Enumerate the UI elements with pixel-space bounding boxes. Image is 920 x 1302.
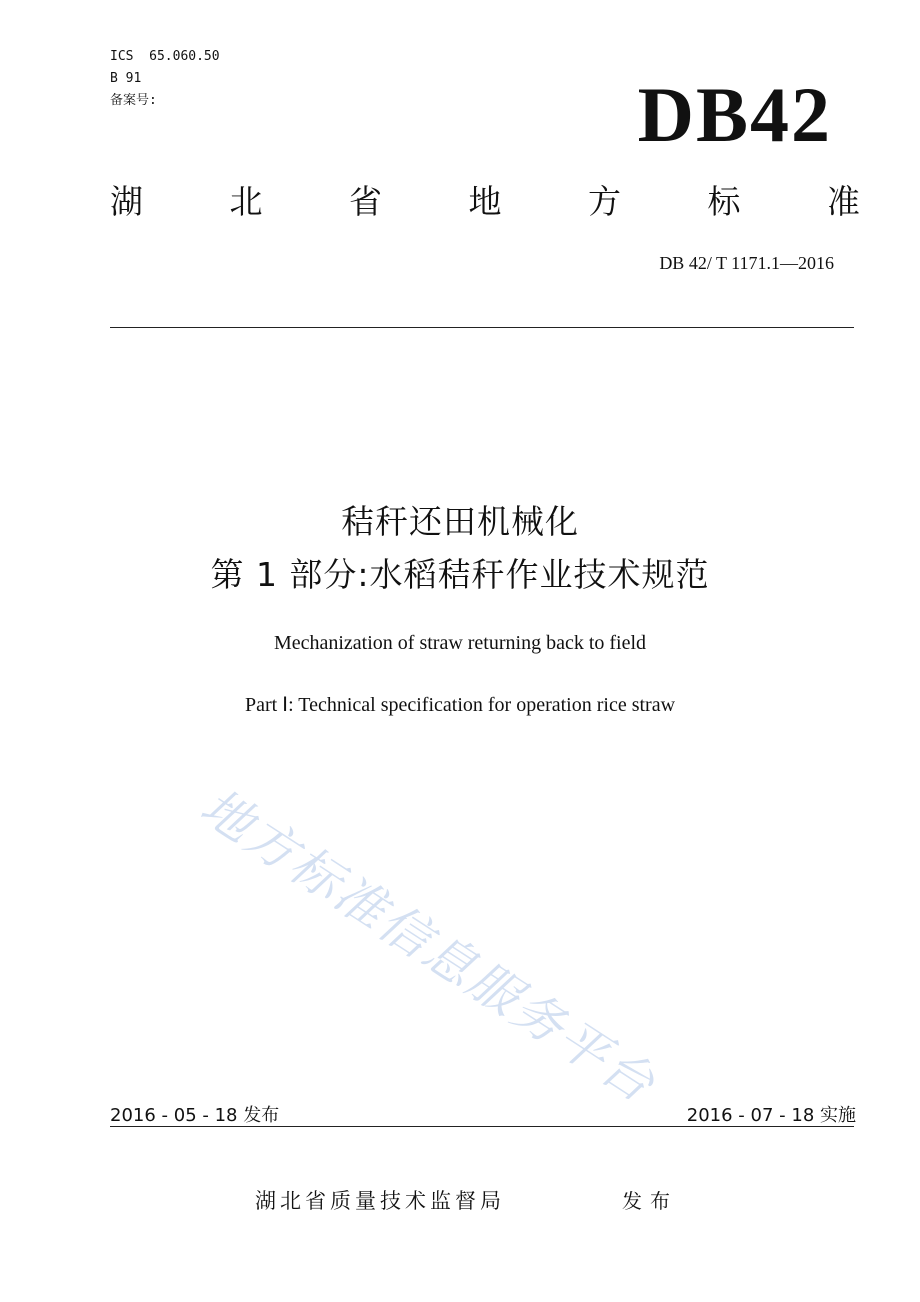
top-divider: [110, 327, 854, 328]
classification-codes: [110, 46, 220, 112]
standard-type-char: 标: [707, 182, 741, 221]
document-subtitle: 第 1 部分:水稻秸秆作业技术规范: [210, 555, 710, 594]
standard-type-char: 省: [349, 182, 382, 221]
standard-code-logo: DB42: [637, 71, 832, 158]
issue-date: 2016 - 05 - 18 发布: [110, 1105, 280, 1126]
implementation-date: 2016 - 07 - 18 实施: [686, 1105, 856, 1126]
ccs-code: B 91: [110, 71, 142, 86]
standard-type-char: 方: [588, 182, 621, 221]
publisher-suffix: 发布: [622, 1189, 678, 1213]
record-number-label: 备案号:: [110, 93, 157, 108]
standard-type-char: 湖: [110, 182, 143, 221]
document-title: 秸秆还田机械化: [341, 502, 579, 541]
standard-type-char: 准: [827, 182, 860, 221]
english-subtitle: Part Ⅰ: Technical specification for operation rice straw: [244, 694, 676, 716]
ics-code: ICS 65.060.50: [110, 49, 220, 64]
publisher-name: 湖北省质量技术监督局: [255, 1189, 505, 1213]
standard-number: DB 42/ T 1171.1—2016: [659, 253, 834, 273]
standard-type-char: 北: [229, 182, 263, 221]
standard-type-title: [110, 180, 860, 224]
watermark: 地方标准信息服务平台: [190, 777, 667, 1115]
standard-type-char: 地: [468, 182, 502, 221]
bottom-divider: [110, 1126, 854, 1127]
english-title: Mechanization of straw returning back to field: [273, 632, 647, 654]
